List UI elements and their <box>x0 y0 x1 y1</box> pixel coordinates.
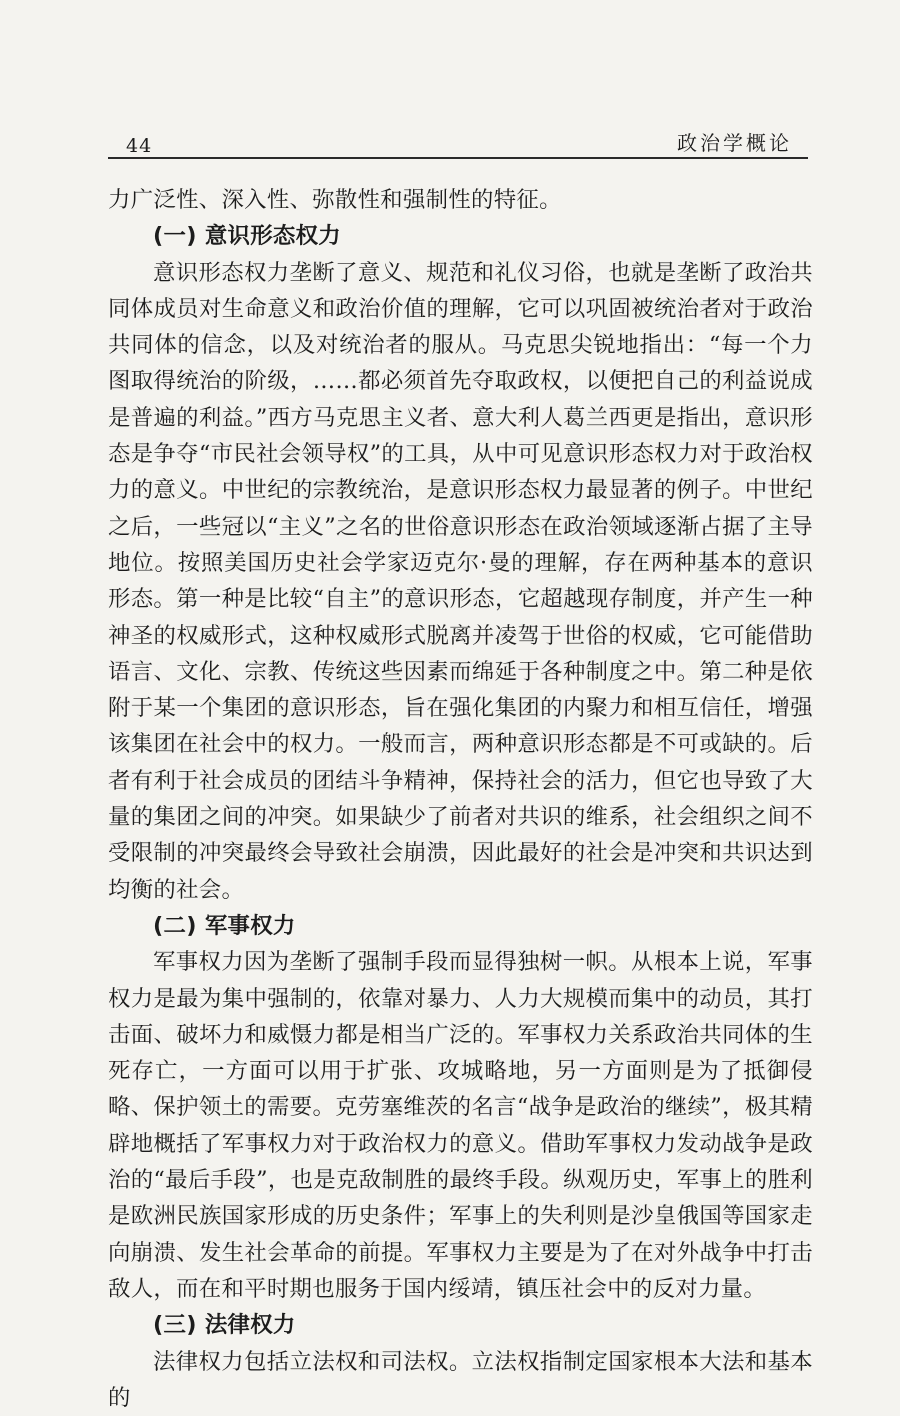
paragraph-military: 军事权力因为垄断了强制手段而显得独树一帜。从根本上说，军事权力是最为集中强制的，依靠对暴力、人力大规模而集中的动员，其打击面、破坏力和威慑力都是相当广泛的。军事权力关系政治共同体的生死存亡，一方面可以用于扩张、攻城略地，另一方面则是为了抵御侵略、保护领土的需要。克劳塞维茨的名言“战争是政治的继续”，极其精辟地概括了军事权力对于政治权力的意义。借助军事权力发动战争是政治的“最后手段”，也是克敌制胜的最终手段。纵观历史，军事上的胜利是欧洲民族国家形成的历史条件；军事上的失利则是沙皇俄国等国家走向崩溃、发生社会革命的前提。军事权力主要是为了在对外战争中打击敌人，而在和平时期也服务于国内绥靖，镇压社会中的反对力量。 <box>108 944 813 1307</box>
page-body <box>108 182 813 1416</box>
intro-line: 力广泛性、深入性、弥散性和强制性的特征。 <box>108 182 813 218</box>
paragraph-ideology: 意识形态权力垄断了意义、规范和礼仪习俗，也就是垄断了政治共同体成员对生命意义和政治价值的理解，它可以巩固被统治者对于政治共同体的信念，以及对统治者的服从。马克思尖锐地指出：“每一个力图取得统治的阶级，……都必须首先夺取政权，以便把自己的利益说成是普遍的利益。”西方马克思主义者、意大利人葛兰西更是指出，意识形态是争夺“市民社会领导权”的工具，从中可见意识形态权力对于政治权力的意义。中世纪的宗教统治，是意识形态权力最显著的例子。中世纪之后，一些冠以“主义”之名的世俗意识形态在政治领域逐渐占据了主导地位。按照美国历史社会学家迈克尔·曼的理解，存在两种基本的意识形态。第一种是比较“自主”的意识形态，它超越现存制度，并产生一种神圣的权威形式，这种权威形式脱离并凌驾于世俗的权威，它可能借助语言、文化、宗教、传统这些因素而绵延于各种制度之中。第二种是依附于某一个集团的意识形态，旨在强化集团的内聚力和相互信任，增强该集团在社会中的权力。一般而言，两种意识形态都是不可或缺的。后者有利于社会成员的团结斗争精神，保持社会的活力，但它也导致了大量的集团之间的冲突。如果缺少了前者对共识的维系，社会组织之间不受限制的冲突最终会导致社会崩溃，因此最好的社会是冲突和共识达到均衡的社会。 <box>108 255 813 908</box>
section-heading-military: (二) 军事权力 <box>108 908 813 944</box>
paragraph-law: 法律权力包括立法权和司法权。立法权指制定国家根本大法和基本的 <box>108 1344 813 1416</box>
page-header <box>108 123 808 159</box>
page-number: 44 <box>126 135 152 157</box>
section-heading-ideology: (一) 意识形态权力 <box>108 218 813 254</box>
section-heading-law: (三) 法律权力 <box>108 1307 813 1343</box>
running-title: 政治学概论 <box>677 127 792 156</box>
